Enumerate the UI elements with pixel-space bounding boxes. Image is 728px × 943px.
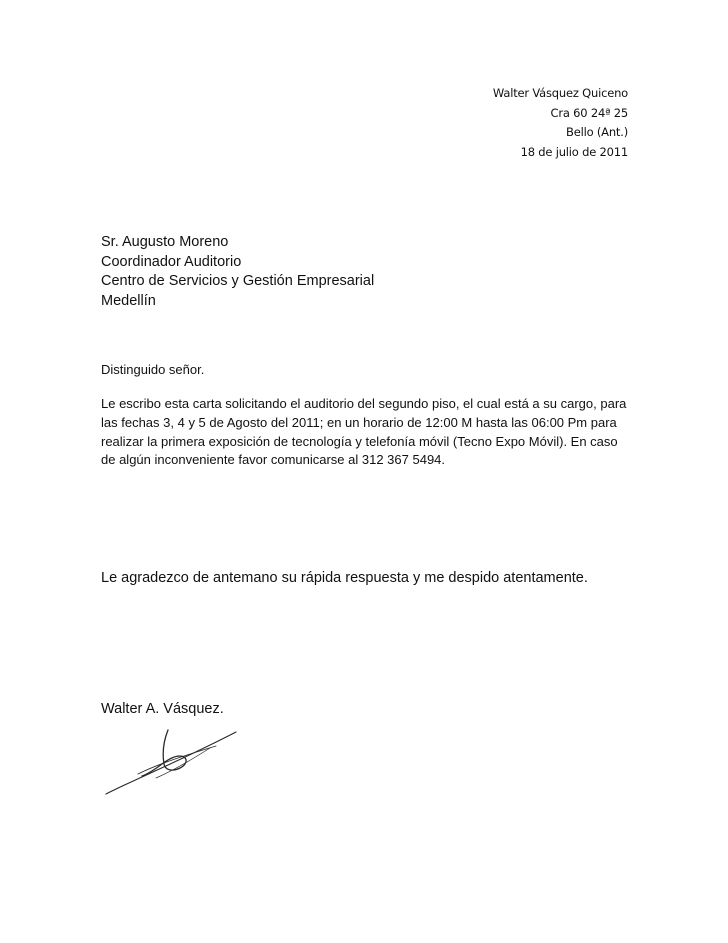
recipient-position: Coordinador Auditorio — [101, 253, 242, 270]
signer-name: Walter A. Vásquez. — [101, 701, 224, 717]
recipient-block — [101, 233, 374, 311]
handwritten-signature-icon — [98, 722, 243, 802]
sender-city: Bello (Ant.) — [566, 125, 628, 139]
letter-date: 18 de julio de 2011 — [520, 144, 628, 159]
sender-name: Walter Vásquez Quiceno — [492, 86, 628, 100]
sender-block — [493, 84, 628, 162]
recipient-organization: Centro de Servicios y Gestión Empresarial — [101, 273, 375, 289]
salutation: Distinguido señor. — [101, 362, 205, 377]
recipient-name: Sr. Augusto Moreno — [101, 234, 229, 250]
letter-body: Le escribo esta carta solicitando el auditorio del segundo piso, el cual está a su cargo, para las fechas 3, 4 y 5 de Agosto del 2011; en un horario de 12:00 M hasta las 06:00 Pm para realizar la primera exposición de tecnología y telefonía móvil (Tecno Expo Móvil). En caso de algún inconveniente favor comunicarse al 312 367 5494. — [101, 396, 627, 468]
closing-line: Le agradezco de antemano su rápida respuesta y me despido atentamente. — [101, 570, 588, 586]
recipient-city: Medellín — [101, 292, 156, 309]
sender-address: Cra 60 24ª 25 — [550, 105, 628, 120]
